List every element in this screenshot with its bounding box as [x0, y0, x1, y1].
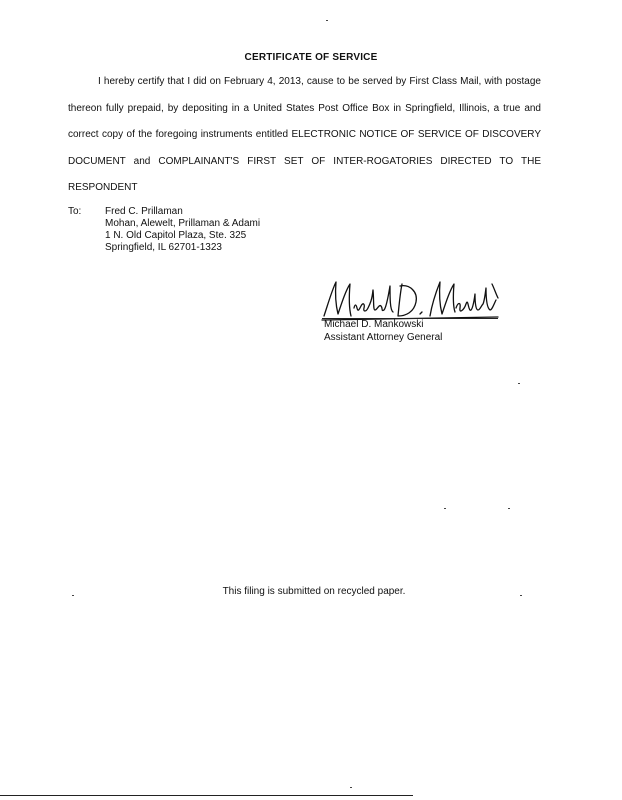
signer-title: Assistant Attorney General	[324, 332, 443, 343]
certification-paragraph: I hereby certify that I did on February 4, 2013, cause to be served by First Class Mail, with postage thereon fully prepaid, by depositing in a United States Post Office Box in Springfield, Illinois, a true and correct copy of the foregoing instruments entitled ELECTRONIC NOTICE OF SERVICE OF DISCOVERY DOCUMENT and COMPLAINANT'S FIRST SET OF INTER-ROGATORIES DIRECTED TO THE RESPONDENT	[68, 76, 541, 193]
recycled-paper-note: This filing is submitted on recycled paper.	[222, 586, 406, 597]
scan-speck	[72, 595, 74, 596]
to-label: To:	[68, 206, 82, 217]
scan-speck	[444, 508, 446, 509]
scan-speck	[520, 595, 522, 596]
recipient-firm: Mohan, Alewelt, Prillaman & Adami	[105, 218, 261, 229]
scan-speck	[350, 787, 352, 788]
scan-speck	[326, 20, 328, 21]
handwritten-signature	[318, 276, 502, 322]
recipient-name: Fred C. Prillaman	[105, 206, 183, 217]
bottom-rule	[0, 795, 413, 796]
signer-name: Michael D. Mankowski	[324, 319, 424, 330]
recipient-city: Springfield, IL 62701-1323	[105, 242, 222, 253]
scan-speck	[508, 508, 510, 509]
recipient-street: 1 N. Old Capitol Plaza, Ste. 325	[105, 230, 247, 241]
recipient-address	[105, 206, 260, 254]
document-title: CERTIFICATE OF SERVICE	[244, 52, 378, 63]
signer-block	[324, 318, 442, 344]
scan-speck	[518, 383, 520, 384]
